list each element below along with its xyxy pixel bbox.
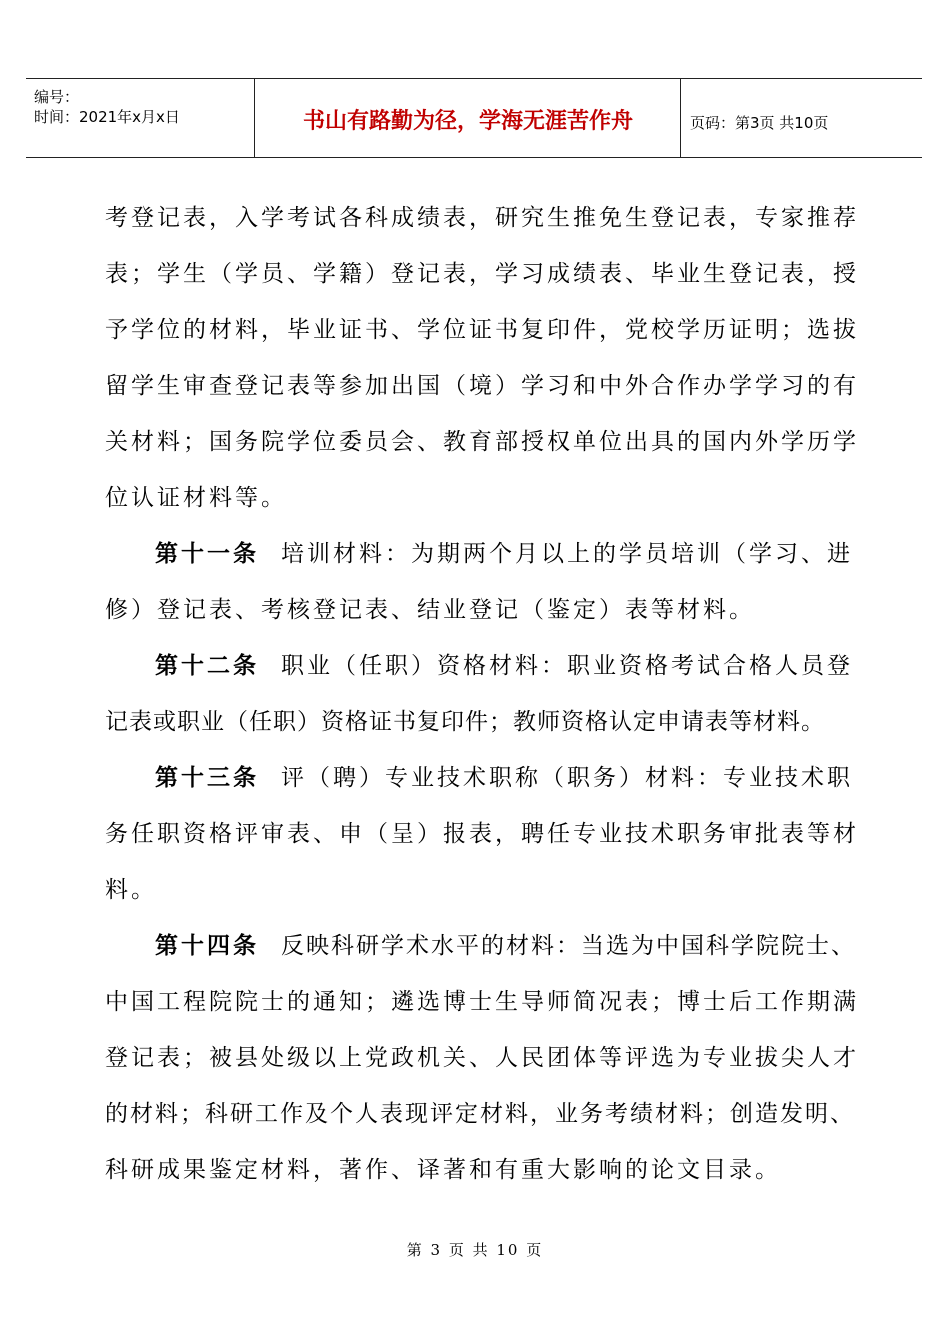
text-line: 中国工程院院士的通知；遴选博士生导师简况表；博士后工作期满 [105,989,859,1015]
text-line: 考登记表，入学考试各科成绩表，研究生推免生登记表，专家推荐 [105,205,859,231]
text-line: 科研成果鉴定材料，著作、译著和有重大影响的论文目录。 [105,1157,781,1183]
article-text: 职业（任职）资格材料：职业资格考试合格人员登 [281,653,853,679]
article-text: 培训材料：为期两个月以上的学员培训（学习、进 [281,541,853,567]
header-meta [34,87,180,127]
text-line: 位认证材料等。 [105,485,287,511]
text-line [105,750,865,806]
article-text: 反映科研学术水平的材料：当选为中国科学院院士、 [281,933,856,959]
text-line [105,638,865,694]
text-line: 记表或职业（任职）资格证书复印件；教师资格认定申请表等材料。 [105,709,825,735]
text-line: 留学生审查登记表等参加出国（境）学习和中外合作办学学习的有 [105,373,859,399]
article-number: 第十三条 [155,765,259,791]
paragraph [105,526,865,638]
document-body [105,190,865,1198]
article-text: 评（聘）专业技术职称（职务）材料：专业技术职 [281,765,853,791]
text-line: 登记表；被县处级以上党政机关、人民团体等评选为专业拔尖人才 [105,1045,859,1071]
document-header [26,78,922,158]
article-number: 第十一条 [155,541,259,567]
header-page-label: 页码：第3页 共10页 [690,114,829,132]
text-line: 务任职资格评审表、申（呈）报表，聘任专业技术职务审批表等材 [105,821,859,847]
article-number: 第十二条 [155,653,259,679]
text-line: 的材料；科研工作及个人表现评定材料，业务考绩材料；创造发明、 [105,1101,855,1127]
paragraph [105,190,865,526]
text-line: 予学位的材料，毕业证书、学位证书复印件，党校学历证明；选拔 [105,317,859,343]
header-divider [254,79,255,157]
text-line [105,526,865,582]
text-line: 关材料；国务院学位委员会、教育部授权单位出具的国内外学历学 [105,429,859,455]
paragraph [105,918,865,1198]
time-label: 时间：2021年x月x日 [34,108,180,126]
text-line: 修）登记表、考核登记表、结业登记（鉴定）表等材料。 [105,597,755,623]
paragraph [105,750,865,918]
page-footer: 第 3 页 共 10 页 [406,1241,544,1259]
article-number: 第十四条 [155,933,259,959]
number-label: 编号： [34,88,80,106]
text-line [105,918,865,974]
text-line: 料。 [105,877,157,903]
text-line: 表；学生（学员、学籍）登记表，学习成绩表、毕业生登记表，授 [105,261,859,287]
header-motto: 书山有路勤为径，学海无涯苦作舟 [302,109,633,134]
header-divider [680,79,681,157]
paragraph [105,638,865,750]
